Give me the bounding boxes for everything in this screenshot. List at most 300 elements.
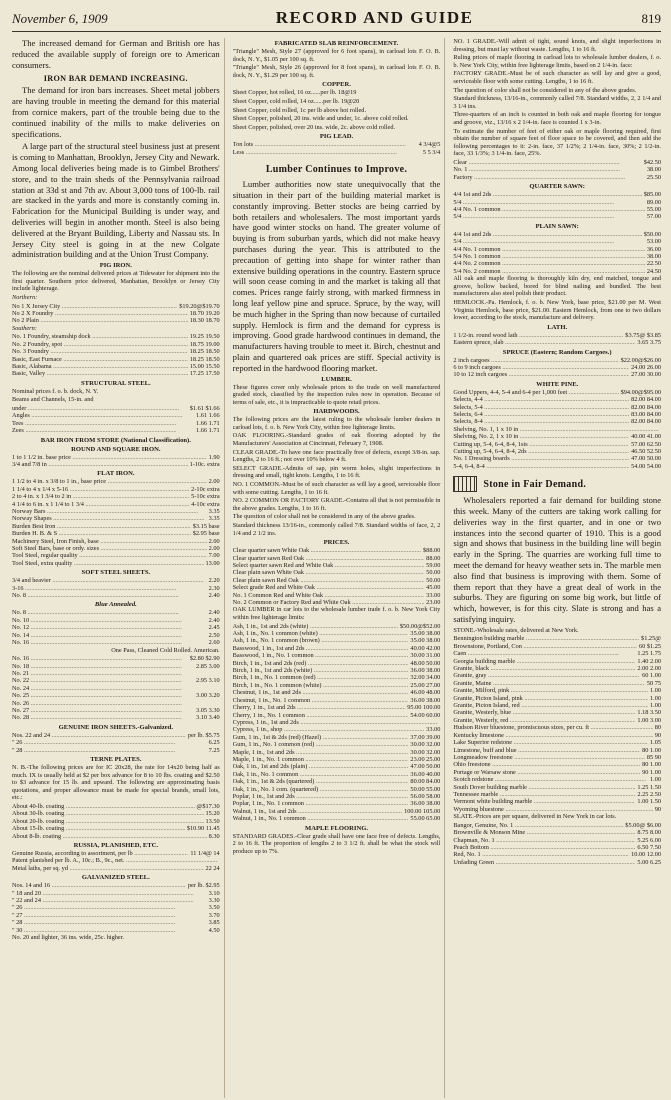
item-price: $1.61 $1.66	[189, 404, 220, 412]
section-heading: STRUCTURAL STEEL.	[81, 379, 151, 387]
item-name: Clear quarter sawn White Oak .....	[233, 547, 421, 554]
item-name: Gum, 1 in., No. 1 common (red) .....	[233, 741, 409, 748]
item-price: 1.00 3.00	[637, 716, 662, 724]
note: FACTORY GRADE.-Must be of such character as will lay and give a good, serviceable floor with some cutting. Lengths, 1 to 16 ft.	[453, 70, 662, 85]
item-price: 36.00	[646, 245, 662, 253]
price-list	[12, 655, 220, 722]
item-price: 1.00	[649, 694, 662, 702]
item-price: 8.30	[208, 832, 220, 840]
price-row	[453, 332, 661, 339]
section-heading: FLAT IRON.	[97, 470, 135, 478]
item-name: No. 1 .....	[453, 166, 645, 173]
note: OAK FLOORING.-Standard grades of oak flooring adopted by the Manufacturers' Association at Cincinnati, February 7, 1908.	[232, 432, 441, 448]
item-price	[438, 719, 440, 726]
item-name: Selects, 4-4 .....	[453, 396, 629, 403]
price-list	[453, 159, 661, 181]
item-price: $2.95 base	[192, 530, 220, 538]
price-list	[233, 623, 441, 823]
price-row	[233, 756, 441, 763]
issue-date: November 6, 1909	[12, 11, 108, 26]
price-row	[12, 632, 220, 639]
item-name: No. 14 .....	[12, 632, 207, 639]
item-price: 2.40	[208, 592, 220, 600]
publication-title: RECORD AND GUIDE	[275, 8, 474, 27]
subheading: Southern:	[12, 324, 37, 332]
item-name: Cherry, 1 in., 1st and 2ds .....	[233, 704, 406, 711]
item-price: per lb. $2.95	[187, 882, 220, 890]
item-price: @$17.30	[196, 802, 220, 810]
price-row	[233, 815, 441, 822]
item-name: Clear plain sawn White Oak .....	[233, 569, 425, 576]
price-row	[12, 904, 220, 911]
price-row	[453, 191, 661, 198]
item-name: Scotch redstone .....	[453, 776, 648, 783]
item-name: No. 8 .....	[12, 592, 207, 599]
item-name: 2 to 4 in. x 1 3/4 to 2 in .....	[12, 493, 189, 500]
item-name: No. 26 .....	[12, 700, 218, 707]
price-row	[453, 680, 661, 687]
item-name: 4/4 1st and 2ds .....	[453, 231, 641, 238]
paragraph: Lumber authorities now state unequivocally that the situation in their part of the building material market is constantly improving. Better stocks are being carried by both retailers and wholesalers. The most important yards have good winter stocks on hand. The greater volume of buying is from suburban yards, which did not make heavy purchases during the year. This is attributed to the precaution of getting into shape for winter rather than extensive building operations in the country. Eastern spruce will soon cease coming in and the market is taking all that comes. Prices range fairly strong, with marked firmness in long leaf yellow pine and spruce. Spruce, by the way, will be much higher in the Spring than now because of curtailed supply. Hemlock is firm and the demand for cypress is improving. Good grade hardwood continues in demand, the manufacturers having trouble to meet it. Birch, chestnut and plain and quartered oak prices are stiff. Special activity is reported in the hardwood flooring market.	[232, 179, 441, 373]
price-row	[233, 555, 441, 562]
section-heading: PIG IRON.	[99, 262, 132, 270]
item-price: 50.00	[426, 569, 441, 577]
item-price: 2.30	[208, 584, 220, 592]
price-row	[453, 231, 661, 238]
price-row	[453, 364, 661, 371]
item-name: 1 1/2-in. round wood lath .....	[453, 332, 623, 339]
item-name: Clear plain sawn Red Oak .....	[233, 577, 425, 584]
section-heading: FABRICATED SLAB REINFORCEMENT.	[274, 40, 399, 47]
item-price: 36.00 38.00	[410, 696, 441, 704]
item-price: 1.40 2.00	[637, 657, 662, 665]
item-name: " 18 and 20 .....	[12, 890, 207, 897]
price-row	[453, 396, 661, 403]
price-row	[233, 808, 441, 815]
price-list	[12, 405, 220, 435]
price-row	[233, 630, 441, 637]
item-price: 15.20	[205, 810, 220, 818]
item-name: South Dover building marble .....	[453, 784, 635, 791]
item-price: 3.35	[208, 508, 220, 516]
note: "Triangle" Mesh, Style 27 (approved for 6 foot spans), in carload lots F. O. B. dock, N. Y., $1.05 per 100 sq. ft.	[232, 48, 441, 63]
item-price: 22.50	[646, 260, 662, 268]
item-name: About 40-lb. coating .....	[12, 803, 195, 810]
item-price: 3.00 3.20	[196, 692, 220, 700]
item-name: No. 24 .....	[12, 685, 218, 692]
item-name: Basic, Alabama .....	[12, 363, 188, 370]
section-heading: GALVANIZED STEEL.	[81, 874, 150, 882]
note: Sheet Copper, hot rolled, 16 oz......per lb. 18@19	[232, 89, 357, 97]
price-row	[453, 404, 661, 411]
item-name: Zees .....	[12, 427, 194, 434]
price-row	[453, 672, 661, 679]
item-price: 36.00 38.00	[410, 800, 441, 808]
item-name: Wyoming bluestone .....	[453, 806, 652, 813]
item-price: 13.50	[205, 817, 220, 825]
note: Sheet Copper, polished, over 20 ins. wide, 2c. above cold rolled.	[232, 123, 396, 131]
item-name: Chapman, No. 1 .....	[453, 837, 635, 844]
item-price: $3.75@ $3.85	[625, 331, 662, 339]
item-price: 3.50	[208, 904, 220, 912]
item-name: 6 to 9 inch cargoes .....	[453, 364, 629, 371]
item-price: 2.40	[208, 616, 220, 624]
item-price: 2.00 2.00	[637, 665, 662, 673]
item-name: No 1 X Jersey City .....	[12, 303, 177, 310]
paragraph: The demand for iron bars increases. Sheet metal jobbers are having trouble in meeting the demand for this material from cornice makers, part of the trouble being due to the continued inability of the mills to make deliveries on specifications.	[12, 85, 220, 139]
price-row	[12, 912, 220, 919]
price-row	[453, 702, 661, 709]
column-2	[233, 38, 446, 1098]
item-price: 90 1.00	[642, 768, 662, 776]
item-price: 37.00 39.00	[410, 733, 441, 741]
price-row	[233, 778, 441, 785]
item-price: 88.00	[426, 554, 441, 562]
price-row	[12, 810, 220, 817]
item-price: $42.50	[643, 158, 662, 166]
price-row	[12, 592, 220, 599]
item-price: 56.00 58.00	[410, 792, 441, 800]
item-name: Norway Shapes .....	[12, 515, 207, 522]
price-row	[233, 562, 441, 569]
item-name: Kentucky limestone .....	[453, 732, 652, 739]
section-heading: MAPLE FLOORING.	[305, 824, 369, 832]
item-price: 33.00	[426, 591, 441, 599]
item-name: Granite, Westerly, red .....	[453, 717, 635, 724]
item-price: 36.00 40.00	[410, 770, 441, 778]
item-name: Burden H. B. & S .....	[12, 530, 191, 537]
item-price: 1.05	[649, 739, 662, 747]
item-name: No. 16 .....	[12, 639, 207, 646]
price-row	[12, 882, 220, 889]
price-row	[12, 818, 220, 825]
price-row	[453, 687, 661, 694]
price-row	[453, 769, 661, 776]
item-name: Portage or Warsaw stone .....	[453, 769, 640, 776]
item-price: 4-10c extra	[191, 500, 220, 508]
item-price: 11 1/4@ 14	[190, 849, 220, 857]
item-price: 22 24	[205, 864, 220, 872]
price-list	[12, 609, 220, 646]
item-price: 4.50	[208, 926, 220, 934]
price-row	[453, 206, 661, 213]
price-row	[233, 584, 441, 591]
item-price: 2.25 2.50	[637, 790, 662, 798]
price-row	[453, 776, 661, 783]
item-name: Shelving, No. 1, 1 x 10 in .....	[453, 426, 659, 433]
section-heading: ROUND AND SQUARE IRON.	[71, 445, 161, 453]
item-name: under .....	[12, 405, 188, 412]
item-price: 5.25 6.00	[637, 836, 662, 844]
item-name: No. 3 Foundry .....	[12, 348, 188, 355]
price-row	[12, 685, 220, 692]
item-price: 23.00 25.00	[410, 755, 441, 763]
price-row	[453, 837, 661, 844]
item-name: No. 10 .....	[12, 617, 207, 624]
price-row	[12, 747, 220, 754]
price-row	[12, 670, 220, 677]
item-price: 25.50	[646, 173, 662, 181]
price-row	[233, 547, 441, 554]
price-row	[12, 857, 220, 864]
section-heading: LUMBER.	[321, 375, 352, 383]
item-price: $3.15 base	[192, 522, 220, 530]
item-price: 2.40	[208, 609, 220, 617]
item-price: 6.25	[208, 739, 220, 747]
item-name: 3-16 .....	[12, 585, 207, 592]
item-name: " 26 .....	[12, 739, 207, 746]
item-name: Select quarter sawn Red and White Oak .....	[233, 562, 425, 569]
item-name: Ash, 1 in., No. 1 common (brown) .....	[233, 637, 409, 644]
item-price: 82.00 84.00	[631, 403, 662, 411]
price-row	[453, 238, 661, 245]
item-name: Good Uppers, 4-4, 5-4 and 6-4 per 1,000 feet .....	[453, 389, 618, 396]
price-list	[12, 577, 220, 599]
item-price: 2.85 3.00	[196, 662, 220, 670]
item-name: Chestnut, 1 in., No. 1 common .....	[233, 697, 409, 704]
price-list	[453, 822, 661, 866]
price-row	[12, 420, 220, 427]
item-price: 60 1.00	[642, 672, 662, 680]
item-price: 30.00 32.00	[410, 748, 441, 756]
section-heading: PRICES.	[323, 539, 350, 547]
price-row	[12, 655, 220, 662]
price-row	[453, 159, 661, 166]
price-row	[453, 441, 661, 448]
article-heading-row	[453, 476, 661, 492]
price-row	[453, 411, 661, 418]
item-price: 8.75 8.00	[637, 829, 662, 837]
item-name: Brownstone, Portland, Con .....	[453, 643, 637, 650]
item-price: $22.00@$26.00	[620, 356, 662, 364]
item-name: Cutting up, 5-4, 6-4, 8-4, 2ds .....	[453, 448, 629, 455]
price-row	[233, 682, 441, 689]
price-row	[12, 341, 220, 348]
item-name: Walnut, 1 in., No. 1 common .....	[233, 815, 409, 822]
item-price: 2-10c extra	[191, 485, 220, 493]
item-name: Cypress, 1 in., shop .....	[233, 726, 425, 733]
item-price: 18.70 19.20	[189, 309, 220, 317]
price-row	[12, 585, 220, 592]
item-name: Vermont white building marble .....	[453, 798, 635, 805]
price-list	[453, 389, 661, 470]
price-row	[453, 418, 661, 425]
item-name: Cypress, 1 in., 1st and 2ds .....	[233, 719, 439, 726]
item-name: Ash, 1 in., No. 1 common (white) .....	[233, 630, 409, 637]
price-row	[453, 709, 661, 716]
item-price	[659, 426, 661, 433]
item-name: 3/4 and heavier .....	[12, 577, 207, 584]
note: The question of color shall not be considered in any of the above grades.	[453, 86, 637, 94]
price-row	[233, 577, 441, 584]
item-price: 47.00 50.00	[410, 763, 441, 771]
price-row	[453, 665, 661, 672]
item-price: 3.70	[208, 911, 220, 919]
item-name: No. 1 Common Red and White Oak .....	[233, 592, 425, 599]
item-price: 24.50	[646, 267, 662, 275]
item-name: 10 to 12 inch cargoes .....	[453, 371, 629, 378]
item-price: 95.00 100.00	[407, 704, 441, 712]
item-name: Burden Best Iron .....	[12, 523, 191, 530]
item-price: 1-10c. extra	[189, 460, 220, 468]
item-price: 18.30 18.70	[189, 317, 220, 325]
item-price: $94.00@$95.00	[620, 388, 662, 396]
item-name: Lake Superior redstone .....	[453, 739, 648, 746]
item-price: 13.00	[205, 559, 220, 567]
item-price: 7.00	[208, 552, 220, 560]
item-name: No. 2 Common or Factory Red and White Oak .....	[233, 599, 425, 606]
item-name: Machinery Steel, Iron Finish, base .....	[12, 538, 207, 545]
item-price: 46.50 52.50	[631, 448, 662, 456]
price-row	[453, 213, 661, 220]
item-name: 2 inch cargoes .....	[453, 357, 618, 364]
item-price: 5.00 6.25	[637, 858, 662, 866]
item-name: Oak, 1 in., No. 1 common .....	[233, 771, 409, 778]
item-name: Nos. 22 and 24 .....	[12, 732, 186, 739]
item-name: About 20-lb. coating .....	[12, 818, 204, 825]
price-row	[12, 803, 220, 810]
price-row	[12, 348, 220, 355]
item-name: No. 27 .....	[12, 707, 194, 714]
item-name: 5-4, 6-4, 8-4 .....	[453, 463, 629, 470]
price-row	[453, 166, 661, 173]
item-price: 80.00 84.00	[410, 778, 441, 786]
page-number: 819	[641, 11, 661, 26]
price-list	[12, 333, 220, 377]
item-name: Less .....	[233, 149, 421, 156]
item-name: 4/4 No. 1 common .....	[453, 206, 645, 213]
item-name: 1 1/2 to 4 in. x 3/8 to 1 in., base price .....	[12, 478, 207, 485]
item-price: 50 75	[646, 679, 662, 687]
column-3	[453, 38, 661, 1098]
section-heading: PIG LEAD.	[319, 133, 354, 141]
note: NO. 2 COMMON OR FACTORY GRADE.-Contains all that is not permissible in the above grades. Lengths, 1 to 16 ft.	[232, 497, 441, 512]
item-price: 1.61 1.66	[196, 412, 220, 420]
item-price: 90	[654, 731, 662, 739]
price-row	[233, 793, 441, 800]
price-row	[233, 623, 441, 630]
item-name: Walnut, 1 in., 1st and 2ds .....	[233, 808, 402, 815]
item-name: Chestnut, 1 in., 1st and 2ds .....	[233, 689, 409, 696]
price-row	[12, 624, 220, 631]
column-1	[12, 38, 225, 1098]
price-list	[12, 303, 220, 325]
item-name: Patent planished per lb. A., 10c.; B., 9c., net. .....	[12, 857, 218, 864]
item-price: 55.00	[646, 205, 662, 213]
item-name: No. 1 Foundry, steamship dock .....	[12, 333, 188, 340]
item-name: Selects, 5-4 .....	[453, 404, 629, 411]
price-list	[453, 332, 661, 347]
note: To estimate the number of feet of either oak or maple flooring required, first obtain the number of square feet of floor space to be covered, and then add the following percentages to it: 2-in. face, 37 1/2%; 2 1/4-in. face, 30%; 2 1/2-in. face, 33 1/3%; 3 1/4-in. face, 25%.	[453, 127, 662, 158]
price-row	[453, 851, 661, 858]
item-price: 59.00	[426, 562, 441, 569]
price-row	[12, 677, 220, 684]
price-row	[12, 412, 220, 419]
item-price: $50.00	[643, 230, 662, 238]
item-price: 2.95 3.10	[196, 677, 220, 685]
price-row	[12, 405, 220, 412]
item-name: Granite, Milford, pink .....	[453, 687, 648, 694]
price-row	[233, 712, 441, 719]
item-name: Granite, Picton Island, pink .....	[453, 695, 648, 702]
price-row	[453, 260, 661, 267]
item-name: 1 to 1 1/2 in. base price .....	[12, 454, 207, 461]
item-price: $85.00	[643, 191, 662, 199]
item-name: Selects, 8-4 .....	[453, 418, 629, 425]
item-name: Basic, East Furnace .....	[12, 356, 188, 363]
price-row	[453, 455, 661, 462]
price-row	[453, 174, 661, 181]
item-name: Oak, 1 in., 1st and 2ds (plain) .....	[233, 763, 409, 770]
price-row	[453, 448, 661, 455]
item-price: 3.10	[208, 889, 220, 897]
item-name: " 28 .....	[12, 747, 207, 754]
item-price: 2.00	[208, 545, 220, 553]
section-heading: HARDWOODS.	[313, 408, 360, 416]
item-price: 35.00 38.00	[410, 637, 441, 645]
item-price: 38.00	[646, 252, 662, 260]
item-price: 4 3/4@5	[418, 141, 441, 149]
price-row	[12, 310, 220, 317]
price-row	[453, 754, 661, 761]
item-price: 1.00	[649, 687, 662, 695]
note: SELECT GRADE.-Admits of sap, pin worm holes, slight imperfections in dressing and small, tight knots. Lengths, 1 to 16 ft.	[232, 464, 441, 480]
item-price: 1.25 1.50	[637, 783, 662, 791]
note: HEMLOCK.-Pa. Hemlock, f. o. b. New York, base price, $21.00 per M. West Virginia Hemlock, base price, $21.00. Eastern Hemlock, from one to two dollars lower, according to the stock, manufacture and delivery.	[453, 298, 662, 322]
price-row	[12, 663, 220, 670]
price-row	[233, 763, 441, 770]
price-list	[233, 547, 441, 606]
item-price: 38.00	[646, 166, 662, 174]
item-name: Clear .....	[453, 159, 641, 166]
note: N. B.-The following prices are for IC 20x28, the rate for 14x20 being half as much. IX is usually held at $2 per box advance for 8 to 10 lbs. coating and $2.50 to $3 advance for 15 lb. and upward. The following are approximating basis quotations, and proper allowance must be made for special brands, small lots, etc.:	[12, 763, 220, 802]
section-heading: SPRUCE (Eastern; Random Cargoes.)	[502, 348, 612, 356]
price-list	[12, 850, 220, 872]
item-name: No. 12 .....	[12, 624, 207, 631]
item-name: Limestone, buff and blue .....	[453, 747, 640, 754]
item-price: 1.00	[649, 776, 662, 784]
item-name: " 28 .....	[12, 919, 207, 926]
section-heading: PLAIN SAWN:	[535, 222, 579, 230]
price-row	[12, 501, 220, 508]
item-name: No. 16 .....	[12, 655, 188, 662]
price-row	[12, 714, 220, 721]
price-row	[12, 560, 220, 567]
price-row	[12, 356, 220, 363]
price-row	[12, 850, 220, 857]
price-row	[453, 268, 661, 275]
price-row	[453, 253, 661, 260]
item-name: No. 18 .....	[12, 663, 194, 670]
item-name: " 27 .....	[12, 912, 207, 919]
price-row	[453, 798, 661, 805]
item-name: 3/4 and 7/8 in .....	[12, 461, 188, 468]
price-row	[12, 927, 220, 934]
table-header: One Pass, Cleaned Cold Rolled. American.	[111, 646, 220, 654]
price-row	[233, 771, 441, 778]
item-name: 4/4 No. 1 common .....	[453, 246, 645, 253]
price-row	[12, 523, 220, 530]
item-price: 2.00	[208, 537, 220, 545]
note: The following prices are the latest ruling to the wholesale lumber dealers in carload lots, f. o. b. New York City, within free lighterage limits.	[232, 416, 441, 431]
item-price: 60 $1.25	[638, 642, 662, 650]
price-row	[12, 317, 220, 324]
price-row	[453, 658, 661, 665]
item-name: Granite, Picton Island, red .....	[453, 702, 648, 709]
section-heading: COPPER.	[322, 81, 351, 89]
item-price	[218, 700, 220, 707]
price-row	[233, 592, 441, 599]
